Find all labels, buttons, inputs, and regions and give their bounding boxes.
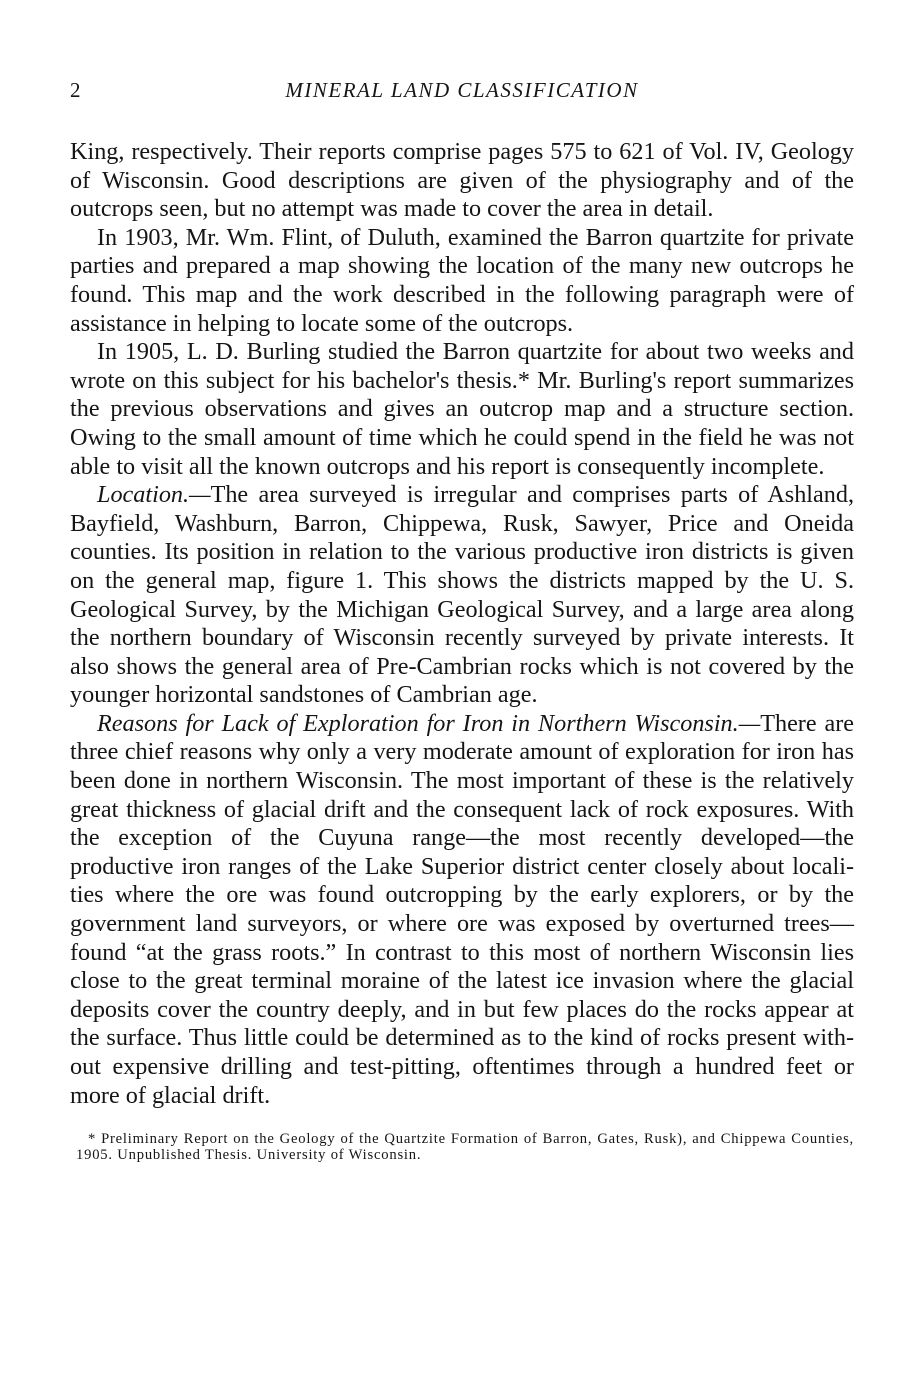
paragraph-text: The area surveyed is irregular and comprises parts of Ashland, Bayfield, Washburn, Barron, Chippewa, Rusk, Sawyer, Price and Oneida counties. Its position in relation to the various productive iron districts is given on the general map, figure 1. This shows the districts mapped by the U. S. Geological Survey, by the Michigan Geological Survey, and a large area along the northern boundary of Wisconsin recently surveyed by private interests. It also shows the general area of Pre-Cambrian rocks which is not covered by the younger horizontal sandstones of Cambrian age. <box>70 481 854 709</box>
paragraph-flint <box>70 224 854 338</box>
paragraph-burling <box>70 338 854 481</box>
section-heading-location: Location.— <box>97 481 211 509</box>
paragraph-text: In 1903, Mr. Wm. Flint, of Duluth, examined the Barron quartzite for private parties and prepared a map showing the location of the many new outcrops he found. This map and the work described in the following paragraph were of assistance in helping to locate some of the outcrops. <box>70 223 854 337</box>
page-number: 2 <box>70 78 82 102</box>
footnote-text: * Preliminary Report on the Geology of the Quartzite Formation of Barron, Gates, Rusk), and Chippewa Counties, 1905. Unpublished Thesis. University of Wisconsin. <box>76 1131 854 1163</box>
paragraph-location <box>70 481 854 710</box>
section-heading-reasons: Reasons for Lack of Exploration for Iron in Northern Wisconsin.— <box>97 709 761 737</box>
paragraph-reasons <box>70 710 854 1110</box>
running-title: MINERAL LAND CLASSIFICATION <box>285 78 639 102</box>
document-page <box>70 78 854 1163</box>
running-head <box>70 78 854 112</box>
paragraph-text: King, respectively. Their reports comprise pages 575 to 621 of Vol. IV, Geology of Wisconsin. Good descriptions are given of the physiography and of the outcrops seen, but no attempt was made to cover the area in detail. <box>70 138 854 223</box>
paragraph-text: There are three chief reasons why only a very moderate amount of exploration for iron has been done in northern Wisconsin. The most important of these is the relatively great thickness of glacial drift and the consequent lack of rock exposures. With the exception of the Cuyuna range—the most recently developed—the productive iron ranges of the Lake Superior district center closely about localities where the ore was found outcropping by the early explorers, or by the government land surveyors, or where ore was exposed by overturned trees—found “at the grass roots.” In contrast to this most of northern Wisconsin lies close to the great terminal moraine of the latest ice invasion where the glacial deposits cover the country deeply, and in but few places do the rocks appear at the surface. Thus little could be determined as to the kind of rocks present without expensive drilling and test-pitting, oftentimes through a hundred feet or more of glacial drift. <box>70 709 854 1109</box>
paragraph-continued <box>70 138 854 224</box>
body-text <box>70 138 854 1110</box>
paragraph-text: In 1905, L. D. Burling studied the Barron quartzite for about two weeks and wrote on this subject for his bachelor's thesis.* Mr. Burling's report summarizes the previous observations and gives an outcrop map and a structure section. Owing to the small amount of time which he could spend in the field he was not able to visit all the known outcrops and his report is consequently incomplete. <box>70 338 854 480</box>
footnote <box>70 1132 854 1163</box>
